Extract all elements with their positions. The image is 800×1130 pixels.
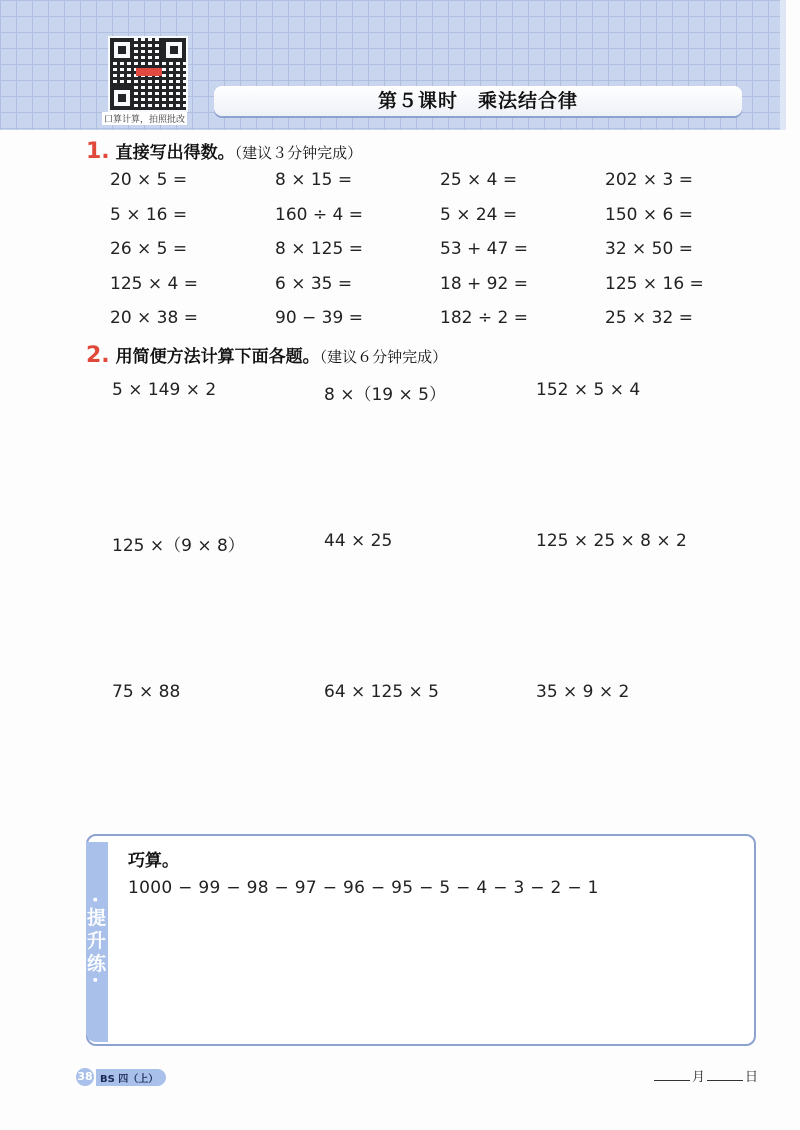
oral-calc-grid: [110, 170, 750, 343]
section1-number: 1.: [86, 139, 110, 164]
oral-calc-item: 5 × 24 =: [440, 204, 518, 225]
oral-calc-item: 182 ÷ 2 =: [440, 308, 528, 328]
date-line: [652, 1066, 758, 1085]
side-label-text: ·提升练·: [84, 896, 106, 988]
section1-hint: （建议３分钟完成）: [234, 144, 363, 162]
simplify-calc-item: 64 × 125 × 5: [324, 682, 439, 702]
extension-title: 巧算。: [128, 851, 179, 871]
qr-finder: [162, 38, 186, 62]
day-blank[interactable]: [707, 1080, 743, 1081]
qr-logo: [136, 68, 162, 76]
oral-calc-item: 8 × 125 =: [275, 239, 363, 259]
oral-calc-item: 26 × 5 =: [110, 239, 188, 259]
footer-page-info: [76, 1068, 166, 1086]
oral-calc-item: 125 × 4 =: [110, 273, 198, 294]
day-label: 日: [745, 1070, 759, 1085]
section2-number: 2.: [86, 343, 110, 368]
simplify-calc-item: 8 ×（19 × 5）: [324, 385, 446, 405]
simplify-calc-item: 152 × 5 × 4: [536, 380, 641, 400]
oral-calc-item: 18 + 92 =: [440, 273, 528, 294]
oral-calc-item: 25 × 4 =: [440, 170, 518, 190]
oral-calc-item: 53 + 47 =: [440, 239, 528, 259]
simplify-calc-item: 5 × 149 × 2: [112, 380, 217, 400]
oral-calc-item: 160 ÷ 4 =: [275, 204, 363, 225]
section1-label: 直接写出得数。: [115, 143, 235, 163]
oral-calc-item: 150 × 6 =: [605, 204, 693, 225]
simplify-calc-item: 75 × 88: [112, 682, 181, 702]
qr-finder: [110, 86, 134, 110]
extension-side-label: [86, 842, 108, 1042]
oral-calc-item: 202 × 3 =: [605, 170, 693, 190]
section2-heading: [86, 342, 447, 368]
oral-calc-item: 8 × 15 =: [275, 170, 353, 190]
oral-calc-item: 20 × 38 =: [110, 308, 198, 328]
simplify-calc-item: 35 × 9 × 2: [536, 682, 630, 702]
oral-calc-item: 25 × 32 =: [605, 308, 693, 328]
extension-expression: 1000 − 99 − 98 − 97 − 96 − 95 − 5 − 4 − 3 − 2 − 1: [128, 878, 599, 898]
oral-calc-item: 125 × 16 =: [605, 273, 704, 294]
lesson-title: 第５课时 乘法结合律: [214, 86, 742, 116]
simplify-calc-item: 44 × 25: [324, 531, 393, 551]
qr-caption: 口算计算，拍照批改: [102, 112, 187, 125]
month-label: 月: [692, 1070, 706, 1085]
simplify-calc-grid: [112, 380, 692, 833]
oral-calc-item: 20 × 5 =: [110, 170, 188, 190]
simplify-calc-item: 125 ×（9 × 8）: [112, 536, 245, 556]
oral-calc-item: 5 × 16 =: [110, 204, 188, 225]
oral-calc-item: 32 × 50 =: [605, 239, 693, 259]
month-blank[interactable]: [654, 1080, 690, 1081]
edition-badge: BS 四（上）: [96, 1069, 166, 1086]
section2-label: 用简便方法计算下面各题。: [115, 347, 320, 367]
simplify-calc-item: 125 × 25 × 8 × 2: [536, 531, 687, 551]
oral-calc-item: 90 − 39 =: [275, 308, 363, 328]
qr-finder: [110, 38, 134, 62]
extension-box: [86, 834, 756, 1046]
section2-hint: （建议６分钟完成）: [319, 348, 448, 366]
qr-code-icon[interactable]: [108, 36, 188, 112]
page-number: 38: [76, 1068, 94, 1086]
oral-calc-item: 6 × 35 =: [275, 273, 353, 294]
section1-heading: [86, 138, 362, 164]
